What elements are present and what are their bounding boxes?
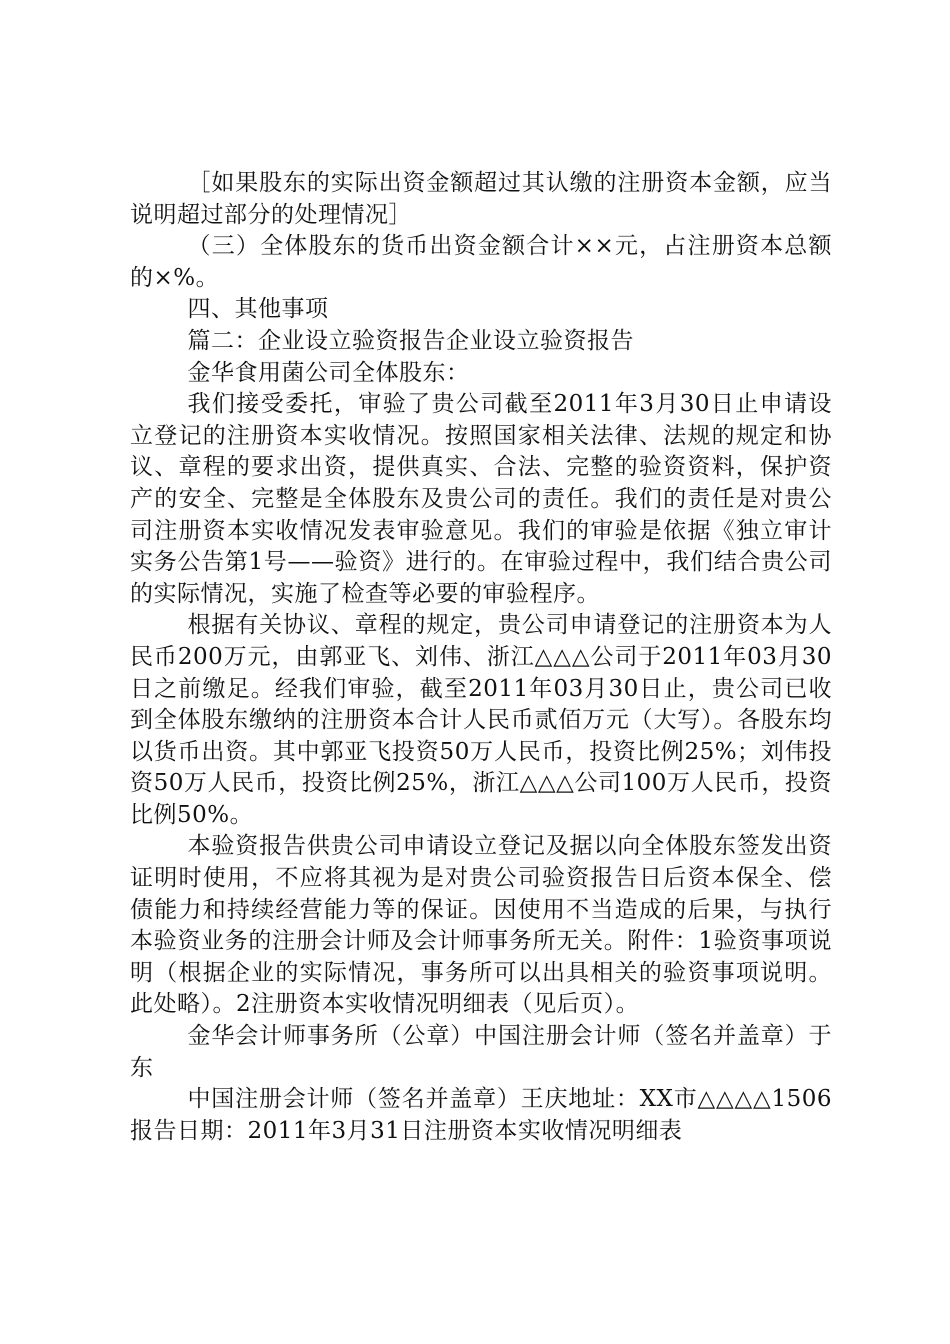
paragraph-capital-details: 根据有关协议、章程的规定，贵公司申请登记的注册资本为人民币200万元，由郭亚飞、刘伟、浙江△△△公司于2011年03月30日之前缴足。经我们审验，截至2011年03月30日止，贵公司已收到全体股东缴纳的注册资本合计人民币贰佰万元（大写）。各股东均以货币出资。其中郭亚飞投资50万人民币，投资比例25%；刘伟投资50万人民币，投资比例25%，浙江△△△公司100万人民币，投资比例50%。 [130,612,832,828]
document-body [130,168,832,1147]
paragraph-currency-contribution: （三）全体股东的货币出资金额合计××元，占注册资本总额的×%。 [130,233,832,291]
signature-firm: 金华会计师事务所（公章）中国注册会计师（签名并盖章）于东 [130,1023,832,1081]
salutation: 金华食用菌公司全体股东： [187,359,470,386]
signature-accountant-address-date: 中国注册会计师（签名并盖章）王庆地址：XX市△△△△1506报告日期：2011年3月31日注册资本实收情况明细表 [130,1086,832,1144]
paragraph-note-excess-capital: ［如果股东的实际出资金额超过其认缴的注册资本金额，应当说明超过部分的处理情况］ [130,170,832,228]
heading-part-two: 篇二：企业设立验资报告企业设立验资报告 [187,327,634,354]
paragraph-engagement: 我们接受委托，审验了贵公司截至2011年3月30日止申请设立登记的注册资本实收情况。按照国家相关法律、法规的规定和协议、章程的要求出资，提供真实、合法、完整的验资资料，保护资产的安全、完整是全体股东及贵公司的责任。我们的责任是对贵公司注册资本实收情况发表审验意见。我们的审验是依据《独立审计实务公告第1号——验资》进行的。在审验过程中，我们结合贵公司的实际情况，实施了检查等必要的审验程序。 [130,391,832,607]
heading-other-matters: 四、其他事项 [187,296,329,323]
paragraph-usage-and-attachments: 本验资报告供贵公司申请设立登记及据以向全体股东签发出资证明时使用，不应将其视为是对贵公司验资报告日后资本保全、偿债能力和持续经营能力等的保证。因使用不当造成的后果，与执行本验资业务的注册会计师及会计师事务所无关。附件：1验资事项说明（根据企业的实际情况，事务所可以出具相关的验资事项说明。此处略）。2注册资本实收情况明细表（见后页）。 [130,833,832,1018]
